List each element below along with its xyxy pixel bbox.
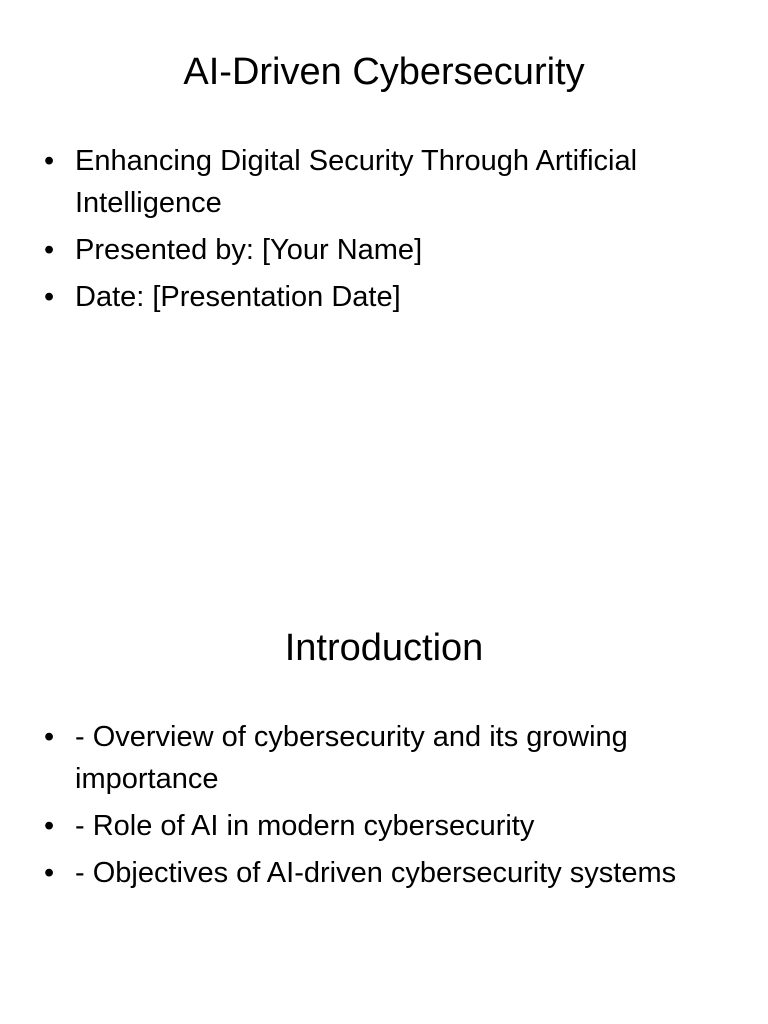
bullet-item — [40, 140, 730, 224]
slide-title: AI-Driven Cybersecurity — [183, 51, 585, 93]
bullet-icon: • — [44, 857, 55, 889]
bullet-text: - Overview of cybersecurity and its growing importance — [75, 721, 628, 795]
bullet-list — [40, 716, 730, 899]
bullet-item — [40, 276, 730, 318]
bullet-text: Enhancing Digital Security Through Artificial Intelligence — [75, 145, 638, 219]
slide-introduction — [0, 576, 768, 1024]
bullet-icon: • — [44, 234, 55, 266]
bullet-item — [40, 805, 730, 847]
bullet-icon: • — [44, 721, 55, 753]
bullet-item — [40, 852, 730, 894]
bullet-list — [40, 140, 730, 323]
bullet-text: - Objectives of AI-driven cybersecurity systems — [75, 857, 677, 889]
bullet-item — [40, 716, 730, 800]
bullet-icon: • — [44, 145, 55, 177]
bullet-icon: • — [44, 810, 55, 842]
slide-title: Introduction — [284, 627, 484, 669]
bullet-text: - Role of AI in modern cybersecurity — [75, 810, 535, 842]
bullet-text: Date: [Presentation Date] — [75, 281, 401, 313]
bullet-text: Presented by: [Your Name] — [75, 234, 423, 266]
bullet-icon: • — [44, 281, 55, 313]
bullet-item — [40, 229, 730, 271]
